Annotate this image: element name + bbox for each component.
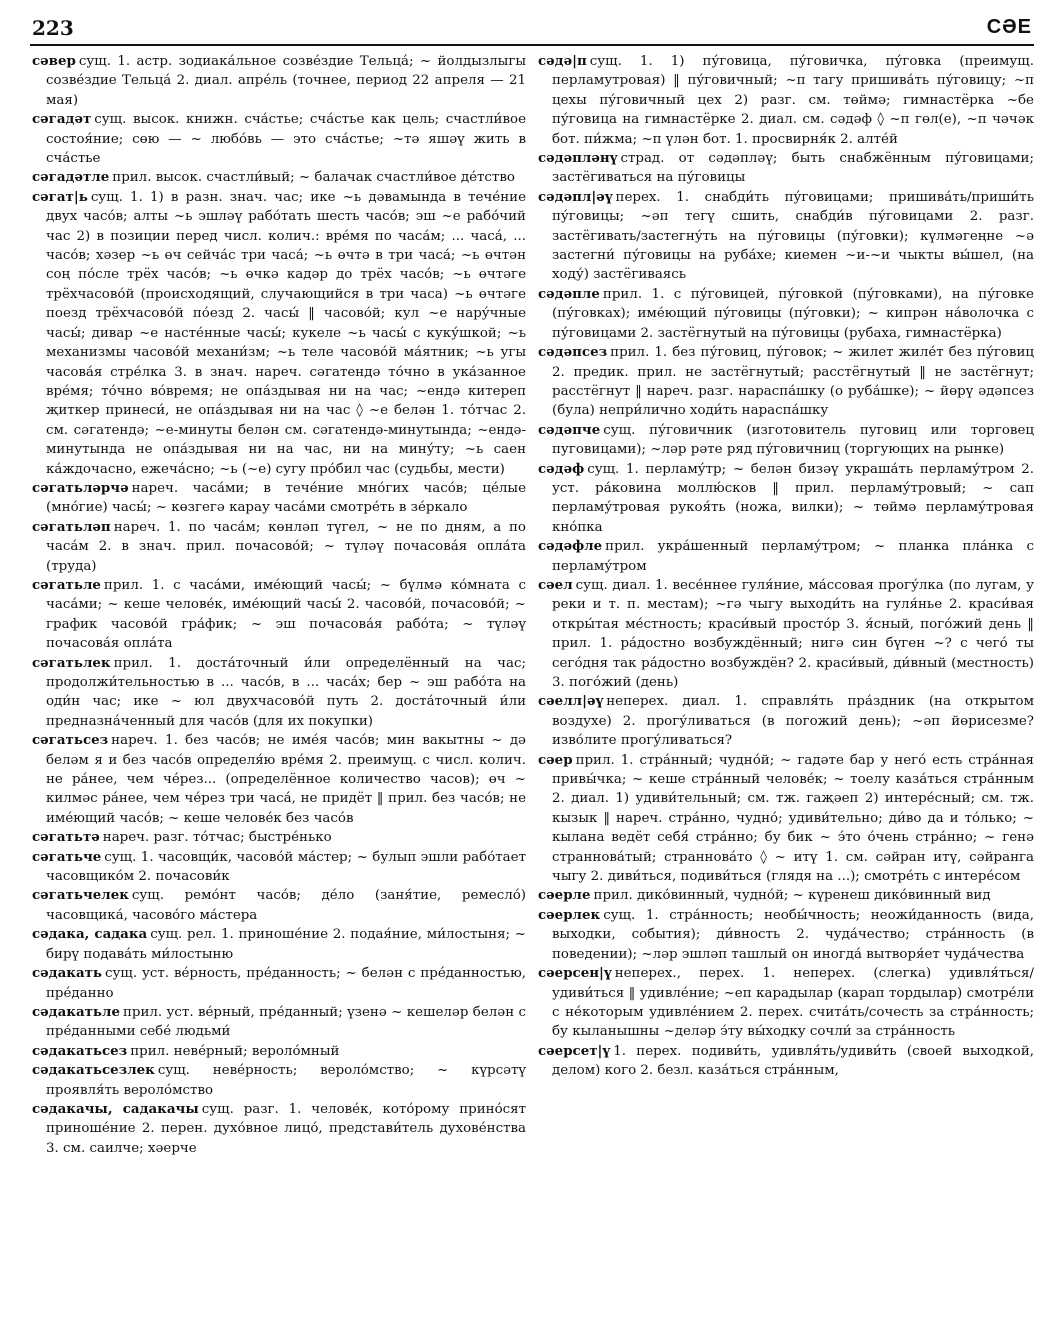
dictionary-entry <box>538 421 1034 460</box>
entry-definition: прил. 1. доста́точный и́ли определённый на час; продолжи́тельностью в ... часо́в, в ... часа́х; бер ~ эш рабо́та на оди́н час; ике ~ юл двухчасово́й путь 2. доста́точный и́ли предназна́ченный для часо́в (для их покупки) <box>46 655 526 729</box>
entry-definition: прил. 1. с часа́ми, име́ющий часы́; ~ бүлмә ко́мната с часа́ми; ~ кеше челове́к, име́ющий часы́ 2. часово́й, почасово́й; ~ график часово́й гра́фик; ~ эш почасова́я рабо́та; ~ түләү почасова́я опла́та <box>46 577 526 652</box>
entry-definition: нареч. 1. без часо́в; не име́я часо́в; мин вакытны ~ дә беләм я и без часо́в определя́ю вре́мя 2. преимущ. с числ. колич. не ра́нее, чем че́рез... (определённое количество часов); өч ~ килмәс ра́нее, чем че́рез три часа́, не придёт ‖ прил. без часо́в; не име́ющий часо́в; ~ кеше челове́к без часо́в <box>46 733 526 826</box>
dictionary-entry <box>538 537 1034 576</box>
dictionary-entry <box>538 149 1034 188</box>
entry-definition: прил. укра́шенный перламу́тром; ~ планка пла́нка с перламу́тром <box>552 539 1034 574</box>
entry-definition: прил. 1. стра́нный; чудно́й; ~ гадәте бар у него́ есть стра́нная привы́чка; ~ кеше стра́нный челове́к; ~ тоелу каза́ться стра́нным 2. диал. 1) удиви́тельный; см. тж. гаҗәеп 2) интере́сный; см. тж. кызык ‖ нареч. стра́нно, чудно́; удиви́тельно; ди́во да и то́лько; ~ кылана ведёт себя́ стра́нно; бу бик ~ э́то о́чень стра́нно; ~ генә страннова́тый; страннова́то ◊ ~ итү 1. см. сәйран итү, сәйранга чыгу 2. диви́ться, подиви́ться (глядя на ...); смотре́ть с интере́сом <box>552 752 1034 885</box>
dictionary-entry <box>538 692 1034 750</box>
entry-headword: сәел <box>538 576 573 593</box>
dictionary-entry <box>32 168 526 187</box>
entry-headword: сәерсет|ү <box>538 1042 611 1059</box>
entry-definition: сущ. 1. стра́нность; необы́чность; неожи́данность (вида, выходки, события); ди́вность 2. чуда́чество; стра́нность (в поведении); ~ләр эшләп ташлый он иногда́ вытворя́ет чуда́чества <box>552 907 1034 962</box>
dictionary-entry <box>538 285 1034 343</box>
dictionary-entry <box>538 188 1034 285</box>
entry-headword: сәдакатьсезлек <box>32 1062 155 1079</box>
entry-headword: сәерлек <box>538 906 601 923</box>
entry-headword: сәелл|әү <box>538 693 604 710</box>
dictionary-entry <box>538 886 1034 905</box>
entry-headword: сәер <box>538 751 573 768</box>
dictionary-entry <box>32 1003 526 1042</box>
entry-definition: прил. уст. ве́рный, пре́данный; үзенә ~ кешеләр белән с пре́данными себе́ людьми́ <box>46 1004 526 1040</box>
entry-definition: прил. 1. с пу́говицей, пу́говкой (пу́говками), на пу́говке (пу́говках); име́ющий пу́говицы (пу́говки); ~ кипрән на́волочка с пу́говицами 2. застёгнутый на пу́говицы (рубаха, гимнастёрка) <box>552 286 1034 341</box>
entry-headword: сәгатьләп <box>32 518 111 535</box>
entry-definition: сущ. уст. ве́рность, пре́данность; ~ белән с пре́данностью, пре́данно <box>46 966 526 1001</box>
entry-headword: сәдәфле <box>538 538 603 555</box>
entry-headword: сәгатьсез <box>32 732 109 749</box>
entry-headword: сәдәпче <box>538 421 601 438</box>
entry-definition: сущ. 1. 1) пу́говица, пу́говичка, пу́говка (преимущ. перламутровая) ‖ пу́говичный; ~п тагу пришива́ть пу́говицу; ~п цехы пу́говичный цех 2) разг. см. төймә; гимнастёрка ~бе пу́говица на гимнастёрке 2. диал. см. сәдәф ◊ ~п гөл(е), ~п чәчәк бот. пи́жма; ~п үлән бот. 1. просвирня́к 2. алте́й <box>552 54 1034 147</box>
dictionary-entry <box>32 1061 526 1100</box>
dictionary-columns <box>32 52 1034 1328</box>
entry-definition: нареч. 1. по часа́м; көнләп түгел, ~ не по дням, а по часа́м 2. в знач. прил. почасово́й; ~ түләү почасова́я опла́та (труда) <box>46 519 526 574</box>
dictionary-entry <box>32 188 526 479</box>
entry-headword: сәгат|ь <box>32 188 88 205</box>
dictionary-entry <box>32 886 526 925</box>
entry-headword: сәгатьтә <box>32 829 100 846</box>
dictionary-entry <box>32 964 526 1003</box>
entry-headword: сәдәпләнү <box>538 150 618 167</box>
dictionary-entry <box>32 576 526 654</box>
dictionary-entry <box>32 110 526 168</box>
dictionary-entry <box>538 52 1034 149</box>
entry-definition: сущ. рел. 1. приноше́ние 2. подая́ние, ми́лостыня; ~ бирү подава́ть ми́лостыню <box>46 927 526 962</box>
dictionary-entry <box>32 1100 526 1158</box>
entry-definition: перех. 1. снабди́ть пу́говицами; пришива́ть/приши́ть пу́говицы; ~әп тегү сшить, снабди́в пу́говицами 2. разг. застёгивать/застегну́ть на пу́говицы (пу́говки); күлмәгеңне ~ә застегни́ пу́говицы на руба́хе; киемен ~и-~и чыкты вы́шел, (на ходу́) застёгиваясь <box>552 189 1034 283</box>
entry-headword: сәдәпсез <box>538 344 608 361</box>
entry-definition: сущ. 1. астр. зодиака́льное созве́здие Тельца́; ~ йолдызлыгы созве́здие Тельца́ 2. диал. апре́ль (точнее, период 22 апреля — 21 мая) <box>46 54 526 108</box>
entry-headword: сәдакачы, садакачы <box>32 1100 199 1117</box>
entry-headword: сәдака, садака <box>32 926 148 943</box>
entry-headword: сәерле <box>538 887 591 904</box>
entry-headword: сәгатьче <box>32 848 102 865</box>
entry-headword: сәдәпле <box>538 285 600 302</box>
entry-definition: страд. от сәдәпләү; быть снабжённым пу́говицами; застёгиваться на пу́говицы <box>552 151 1034 186</box>
entry-definition: неперех., перех. 1. неперех. (слегка) удивля́ться/удиви́ться ‖ удивле́ние; ~еп карадылар (карап тордылар) смотре́ли с не́которым удивле́нием 2. перех. счита́ть/сочесть за стра́нность; бу кыланышны ~деләр э́ту вы́ходку сочли́ за стра́нность <box>552 966 1034 1040</box>
entry-headword: сәгатьләрчә <box>32 479 129 496</box>
entry-headword: сәгатьле <box>32 576 101 593</box>
dictionary-entry <box>538 576 1034 692</box>
entry-definition: нареч. разг. то́тчас; быстре́нько <box>102 830 332 846</box>
entry-definition: сущ. 1. часовщи́к, часово́й ма́стер; ~ булып эшли рабо́тает часовщико́м 2. почасови́к <box>46 849 526 885</box>
entry-headword: сәгадәт <box>32 111 92 128</box>
dictionary-entry <box>538 964 1034 1042</box>
left-column <box>32 52 526 1328</box>
entry-headword: сәдәпл|әү <box>538 188 613 205</box>
dictionary-entry <box>32 925 526 964</box>
entry-definition: неперех. диал. 1. справля́ть пра́здник (на открытом воздухе) 2. прогу́ливаться (в погожий день); ~әп йөрисезме? изво́лите прогу́ливаться? <box>552 694 1034 749</box>
dictionary-entry <box>538 751 1034 887</box>
dictionary-entry <box>32 828 526 847</box>
dictionary-entry <box>32 52 526 110</box>
dictionary-entry <box>538 906 1034 964</box>
entry-headword: сәдакать <box>32 965 103 982</box>
entry-definition: сущ. 1. 1) в разн. знач. час; ике ~ь дәвамында в тече́ние двух часо́в; алты ~ь эшләү рабо́тать шесть часо́в; эш ~е рабо́чий час 2) в позиции перед числ. колич.: вре́мя по часа́м; ... часа́, ... часо́в; хәзер ~ь өч сейча́с три часа́; ~ь өчтә в три часа́; ~ь өчтән соң по́сле трёх часо́в; ~ь өчкә кадәр до трёх часо́в; ~ь өчтәге трёхчасово́й (происходящий, случающийся в три часа) ~ь өчтәге поезд трёхчасово́й по́езд 2. часы́ ‖ часово́й; кул ~е нару́чные часы́; дивар ~е насте́нные часы́; кукеле ~ь часы́ с куку́шкой; ~ь механизмы часово́й механи́зм; ~ь теле часово́й ма́ятник; ~ь угы часова́я стре́лка 3. в знач. нареч. сәгатендә то́чно в ука́занное вре́мя; то́чно во́время; не опа́здывая ни на час; ~ендә китереп җиткер принеси́, не опа́здывая ни на час ◊ ~е белән 1. то́тчас 2. см. сәгатендә; ~е-минуты белән см. сәгатендә-минутында; ~ендә-минутында не опа́здывая ни на час, ни на мину́ту; ~ь саен ка́ждочасно, ежеча́сно; ~ь (~е) сугу про́бил час (судьбы, мести) <box>46 189 526 477</box>
dictionary-entry <box>538 343 1034 421</box>
entry-definition: сущ. 1. перламу́тр; ~ белән бизәү украша́ть перламу́тром 2. уст. ра́ковина моллю́сков ‖ прил. перламу́тровый; ~ сап перламу́тровая рукоя́ть (ножа, вилки); ~ төймә перламу́тровая кно́пка <box>552 461 1034 535</box>
entry-headword: сәгадәтле <box>32 169 110 186</box>
entry-headword: сәдә|п <box>538 53 587 69</box>
running-head: СӘЕ <box>986 16 1032 38</box>
entry-headword: сәвер <box>32 53 76 69</box>
dictionary-entry <box>538 460 1034 538</box>
entry-definition: сущ. диал. 1. весе́ннее гуля́ние, ма́ссовая прогу́лка (по лугам, у реки и т. п. местам); ~гә чыгу выходи́ть на гуля́нье 2. краси́вая откры́тая ме́стность; краси́вый просто́р 3. я́сный, пого́жий день ‖ прил. 1. ра́достно возбуждённый; нигә син бүген ~? с чего́ ты сего́дня так ра́достно возбуждён? 2. краси́вый, ди́вный (местность) 3. пого́жий (день) <box>552 577 1034 690</box>
dictionary-entry <box>538 1042 1034 1081</box>
entry-headword: сәгатьчелек <box>32 887 129 904</box>
entry-headword: сәдәф <box>538 460 585 477</box>
entry-headword: сәдакатьсез <box>32 1042 128 1059</box>
entry-headword: сәгатьлек <box>32 654 111 671</box>
dictionary-entry <box>32 654 526 732</box>
entry-definition: нареч. часа́ми; в тече́ние мно́гих часо́в; це́лые (мно́гие) часы́; ~ көзгегә карау часа́ми смотре́ть в зе́ркало <box>46 480 526 516</box>
entry-definition: прил. неве́рный; вероло́мный <box>130 1043 340 1059</box>
entry-definition: прил. 1. без пу́говиц, пу́говок; ~ жилет жиле́т без пу́говиц 2. предик. прил. не застёгнутый; расстёгнутый ‖ не застёгнут; расстёгнут ‖ нареч. разг. нараспа́шку (о руба́шке); ~ йөрү әдәпсез (була) непри́лично ходи́ть нараспа́шку <box>552 345 1034 419</box>
entry-definition: сущ. разг. 1. челове́к, кото́рому прино́сят приноше́ние 2. перен. духо́вное лицо́, представи́тель духове́нства 3. см. саилче; хәерче <box>46 1101 526 1156</box>
page-number: 223 <box>32 16 74 40</box>
entry-definition: прил. высок. счастли́вый; ~ балачак счастли́вое де́тство <box>112 170 515 186</box>
entry-definition: сущ. неве́рность; вероло́мство; ~ күрсәтү проявля́ть вероло́мство <box>46 1063 526 1098</box>
entry-definition: 1. перех. подиви́ть, удивля́ть/удиви́ть (своей выходкой, делом) кого 2. безл. каза́ться стра́нным, <box>552 1043 1034 1079</box>
dictionary-entry <box>32 848 526 887</box>
entry-definition: сущ. высок. книжн. сча́стье; сча́стье как цель; счастли́вое состоя́ние; сөю — ~ любо́вь — это сча́стье; ~тә яшәү жить в сча́стье <box>46 112 526 167</box>
dictionary-entry <box>32 518 526 576</box>
dictionary-entry <box>32 479 526 518</box>
right-column <box>538 52 1034 1328</box>
entry-definition: прил. дико́винный, чудно́й; ~ күренеш дико́винный вид <box>593 888 991 904</box>
entry-definition: сущ. пу́говичник (изготовитель пуговиц или торговец пуговицами); ~ләр рәте ряд пу́говичниц (торгующих на рынке) <box>552 422 1034 458</box>
dictionary-entry <box>32 1042 526 1061</box>
page-header <box>30 14 1034 46</box>
dictionary-entry <box>32 731 526 828</box>
entry-headword: сәерсен|ү <box>538 965 612 982</box>
entry-headword: сәдакатьле <box>32 1003 120 1020</box>
entry-definition: сущ. ремо́нт часо́в; де́ло (заня́тие, ремесло́) часовщика́, часово́го ма́стера <box>46 888 526 923</box>
